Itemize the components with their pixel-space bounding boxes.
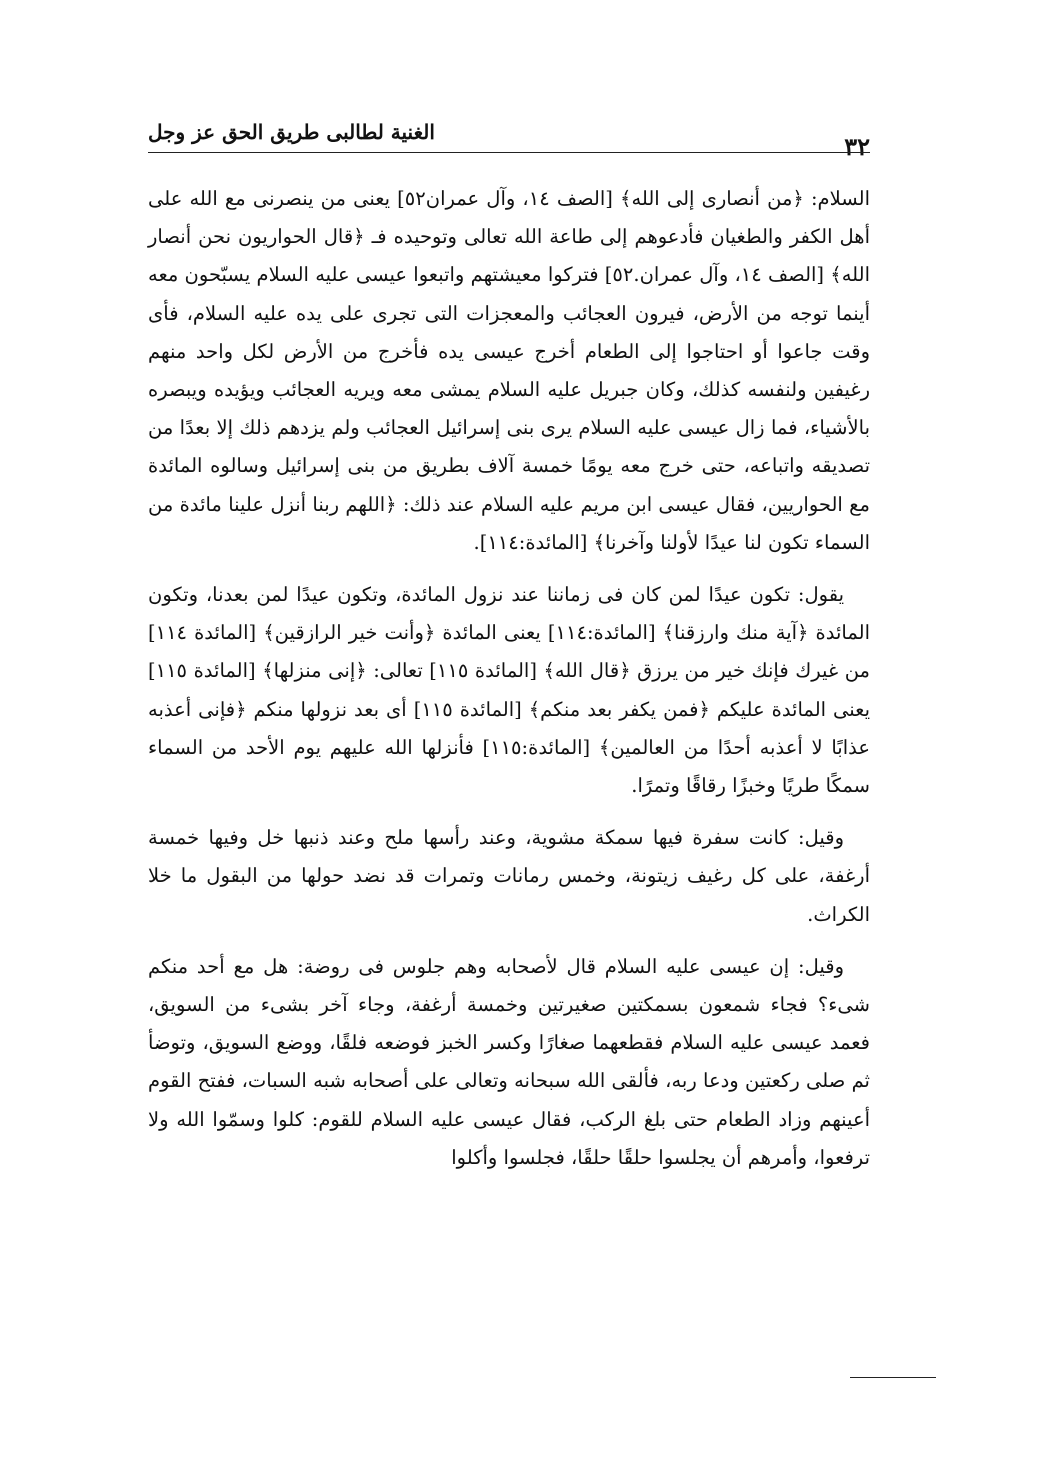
body-text	[148, 180, 870, 1177]
header-rule	[148, 152, 870, 153]
footer-rule	[850, 1377, 936, 1378]
paragraph-3: وقيل: كانت سفرة فيها سمكة مشوية، وعند رأسها ملح وعند ذنبها خل وفيها خمسة أرغفة، على كل رغيف زيتونة، وخمس رمانات وتمرات قد نضد حولها من البقول ما خلا الكراث.	[148, 826, 870, 926]
running-title: الغنية لطالبى طريق الحق عز وجل	[148, 120, 435, 144]
page-number: ٣٢	[844, 132, 870, 161]
paragraph-1: السلام: ﴿من أنصارى إلى الله﴾ [الصف ١٤، وآل عمران٥٢] يعنى من ينصرنى مع الله على أهل الكفر والطغيان فأدعوهم إلى طاعة الله تعالى وتوحيده فـ ﴿قال الحواريون نحن أنصار الله﴾ [الصف ١٤، وآل عمران.٥٢] فتركوا معيشتهم واتبعوا عيسى عليه السلام يسبّحون معه أينما توجه من الأرض، فيرون العجائب والمعجزات التى تجرى على يده عليه السلام، فأى وقت جاعوا أو احتاجوا إلى الطعام أخرج عيسى يده فأخرج من الأرض لكل واحد منهم رغيفين ولنفسه كذلك، وكان جبريل عليه السلام يمشى معه ويريه العجائب ويؤيده ويبصره بالأشياء، فما زال عيسى عليه السلام يرى بنى إسرائيل العجائب ولم يزدهم ذلك إلا بعدًا من تصديقه واتباعه، حتى خرج معه يومًا خمسة آلاف بطريق من بنى إسرائيل وسالوه المائدة مع الحواريين، فقال عيسى ابن مريم عليه السلام عند ذلك: ﴿اللهم ربنا أنزل علينا مائدة من السماء تكون لنا عيدًا لأولنا وآخرنا﴾ [المائدة:١١٤].	[148, 187, 870, 554]
paragraph-2: يقول: تكون عيدًا لمن كان فى زماننا عند نزول المائدة، وتكون عيدًا لمن بعدنا، وتكون المائدة ﴿آية منك وارزقنا﴾ [المائدة:١١٤] يعنى المائدة ﴿وأنت خير الرازقين﴾ [المائدة ١١٤] من غيرك فإنك خير من يرزق ﴿قال الله﴾ [المائدة ١١٥] تعالى: ﴿إنى منزلها﴾ [المائدة ١١٥] يعنى المائدة عليكم ﴿فمن يكفر بعد منكم﴾ [المائدة ١١٥] أى بعد نزولها منكم ﴿فإنى أعذبه عذابًا لا أعذبه أحدًا من العالمين﴾ [المائدة:١١٥] فأنزلها الله عليهم يوم الأحد من السماء سمكًا طريًا وخبزًا رقاقًا وتمرًا.	[148, 583, 871, 798]
paragraph-4: وقيل: إن عيسى عليه السلام قال لأصحابه وهم جلوس فى روضة: هل مع أحد منكم شىء؟ فجاء شمعون بسمكتين صغيرتين وخمسة أرغفة، وجاء آخر بشىء من السويق، فعمد عيسى عليه السلام فقطعهما صغارًا وكسر الخبز فوضعه فلقًا، ووضع السويق، وتوضأ ثم صلى ركعتين ودعا ربه، فألقى الله سبحانه وتعالى على أصحابه شبه السبات، ففتح القوم أعينهم وزاد الطعام حتى بلغ الركب، فقال عيسى عليه السلام للقوم: كلوا وسمّوا الله ولا ترفعوا، وأمرهم أن يجلسوا حلقًا حلقًا، فجلسوا وأكلوا	[148, 954, 870, 1169]
